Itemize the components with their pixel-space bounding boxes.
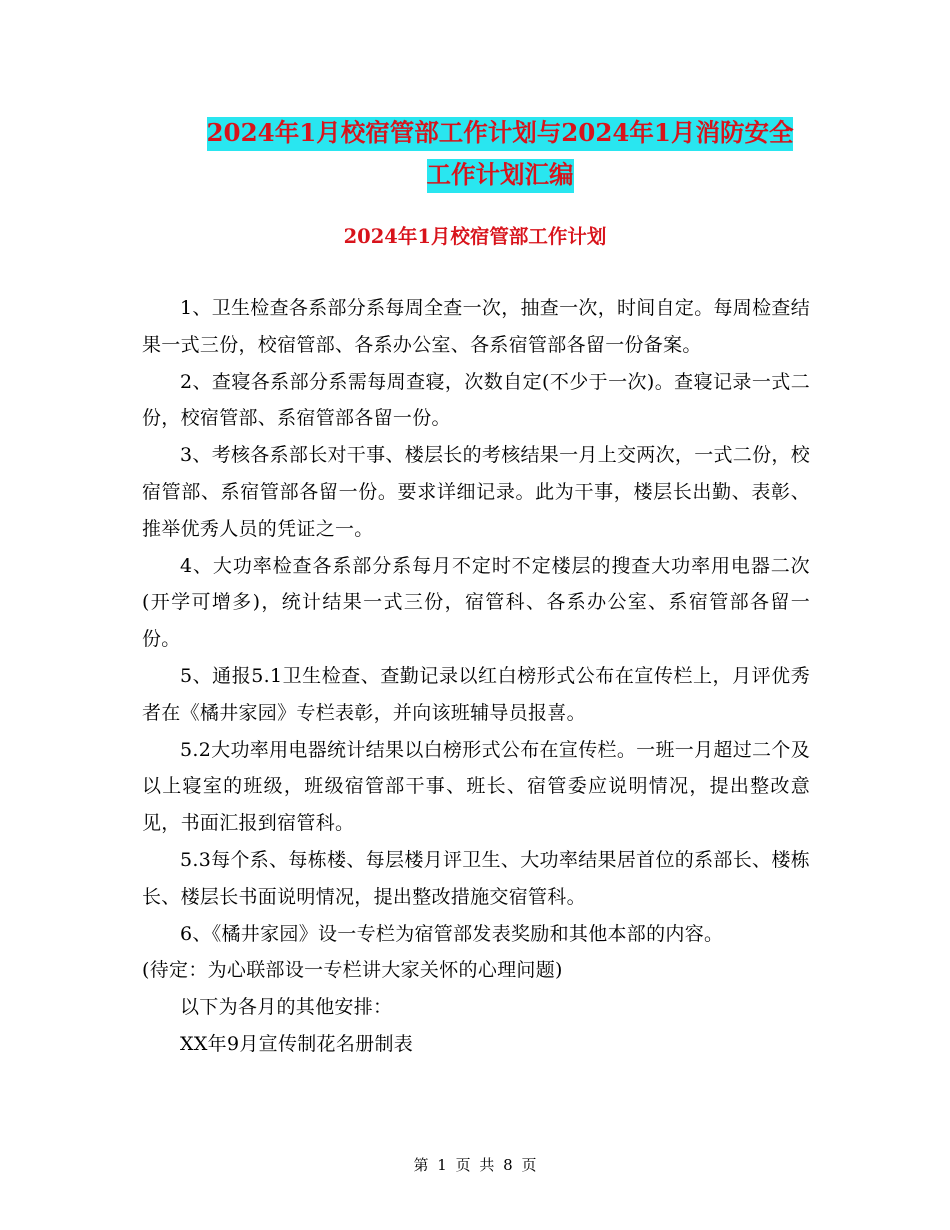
paragraph-item-4: 4、大功率检查各系部分系每月不定时不定楼层的搜查大功率用电器二次(开学可增多)，统计结果一式三份，宿管科、各系办公室、系宿管部各留一份。 — [142, 554, 810, 651]
section-title: 2024年1月校宿管部工作计划 — [343, 225, 607, 248]
paragraph-other-arrangements: 以下为各月的其他安排： — [180, 996, 393, 1019]
document-title-line-2: 工作计划汇编 — [427, 159, 574, 193]
paragraph-item-3: 3、考核各系部长对干事、楼层长的考核结果一月上交两次，一式二份，校宿管部、系宿管部各留一份。要求详细记录。此为干事，楼层长出勤、表彰、推举优秀人员的凭证之一。 — [142, 444, 810, 540]
page-footer: 第 1 页 共 8 页 — [413, 1156, 537, 1174]
document-title — [130, 112, 870, 196]
paragraph-item-5-2: 5.2大功率用电器统计结果以白榜形式公布在宣传栏。一班一月超过二个及以上寝室的班级，班级宿管部干事、班长、宿管委应说明情况，提出整改意见，书面汇报到宿管科。 — [142, 738, 810, 835]
document-title-line-1: 2024年1月校宿管部工作计划与2024年1月消防安全 — [207, 117, 794, 151]
paragraph-last-item: XX年9月宣传制花名册制表 — [180, 1032, 414, 1055]
paragraph-item-2: 2、查寝各系部分系需每周查寝，次数自定(不少于一次)。查寝记录一式二份，校宿管部、系宿管部各留一份。 — [142, 370, 810, 430]
document-body — [142, 290, 810, 1063]
paragraph-item-5-3: 5.3每个系、每栋楼、每层楼月评卫生、大功率结果居首位的系部长、楼栋长、楼层长书面说明情况，提出整改措施交宿管科。 — [142, 848, 810, 908]
paragraph-item-6: 6、《橘井家园》设一专栏为宿管部发表奖励和其他本部的内容。 — [180, 922, 724, 945]
paragraph-item-5-1: 5、通报5.1卫生检查、查勤记录以红白榜形式公布在宣传栏上，月评优秀者在《橘井家园》专栏表彰，并向该班辅导员报喜。 — [142, 664, 810, 724]
paragraph-item-1: 1、卫生检查各系部分系每周全查一次，抽查一次，时间自定。每周检查结果一式三份，校宿管部、各系办公室、各系宿管部各留一份备案。 — [142, 297, 810, 356]
paragraph-note: (待定：为心联部设一专栏讲大家关怀的心理问题) — [142, 959, 563, 982]
